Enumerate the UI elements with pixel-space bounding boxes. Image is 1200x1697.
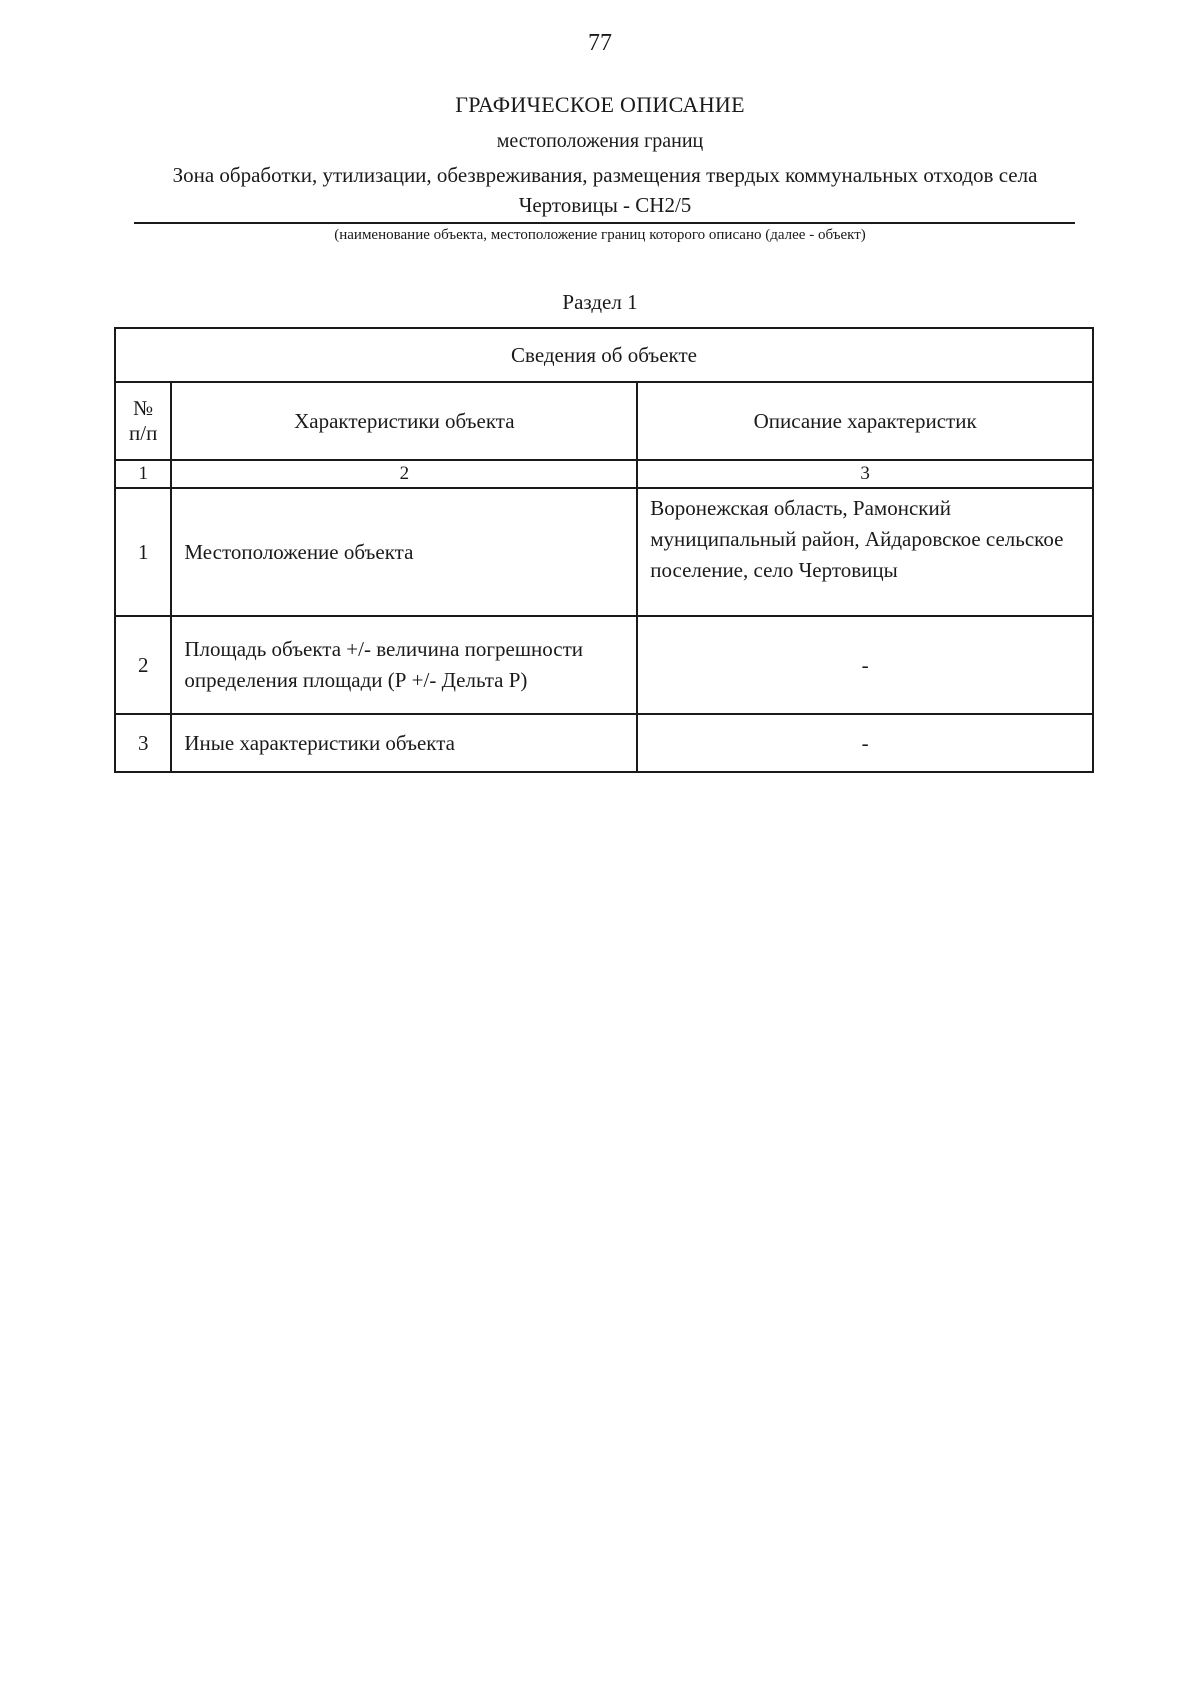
- row-num: 2: [115, 616, 171, 714]
- column-number-row: [115, 460, 1093, 488]
- table-caption-row: [115, 328, 1093, 382]
- column-number: 1: [115, 460, 171, 488]
- object-name-underline: [134, 222, 1075, 224]
- header-num: № п/п: [115, 382, 171, 460]
- object-name: Зона обработки, утилизации, обезвреживания, размещения твердых коммунальных отходов села Чертовицы - СН2/5: [172, 163, 1038, 217]
- object-name-caption: (наименование объекта, местоположение границ которого описано (далее - объект): [334, 227, 866, 243]
- row-characteristic: Иные характеристики объекта: [171, 714, 637, 772]
- row-characteristic: Площадь объекта +/- величина погрешности определения площади (Р +/- Дельта Р): [171, 616, 637, 714]
- column-number: 3: [637, 460, 1093, 488]
- header-description: Описание характеристик: [637, 382, 1093, 460]
- section-title: Раздел 1: [562, 290, 638, 314]
- row-num: 1: [115, 488, 171, 616]
- row-description: Воронежская область, Рамонский муниципальный район, Айдаровское сельское поселение, село Чертовицы: [637, 488, 1093, 616]
- object-info-table: [114, 327, 1094, 773]
- row-description: -: [637, 714, 1093, 772]
- table-row: [115, 488, 1093, 616]
- document-title: ГРАФИЧЕСКОЕ ОПИСАНИЕ: [455, 92, 745, 117]
- table-caption: Сведения об объекте: [115, 328, 1093, 382]
- header-characteristic: Характеристики объекта: [171, 382, 637, 460]
- column-number: 2: [171, 460, 637, 488]
- row-num: 3: [115, 714, 171, 772]
- row-characteristic: Местоположение объекта: [171, 488, 637, 616]
- table-header-row: [115, 382, 1093, 460]
- page-number: 77: [588, 30, 612, 56]
- table-row: [115, 714, 1093, 772]
- row-description: -: [637, 616, 1093, 714]
- table-row: [115, 616, 1093, 714]
- document-subtitle: местоположения границ: [496, 130, 704, 152]
